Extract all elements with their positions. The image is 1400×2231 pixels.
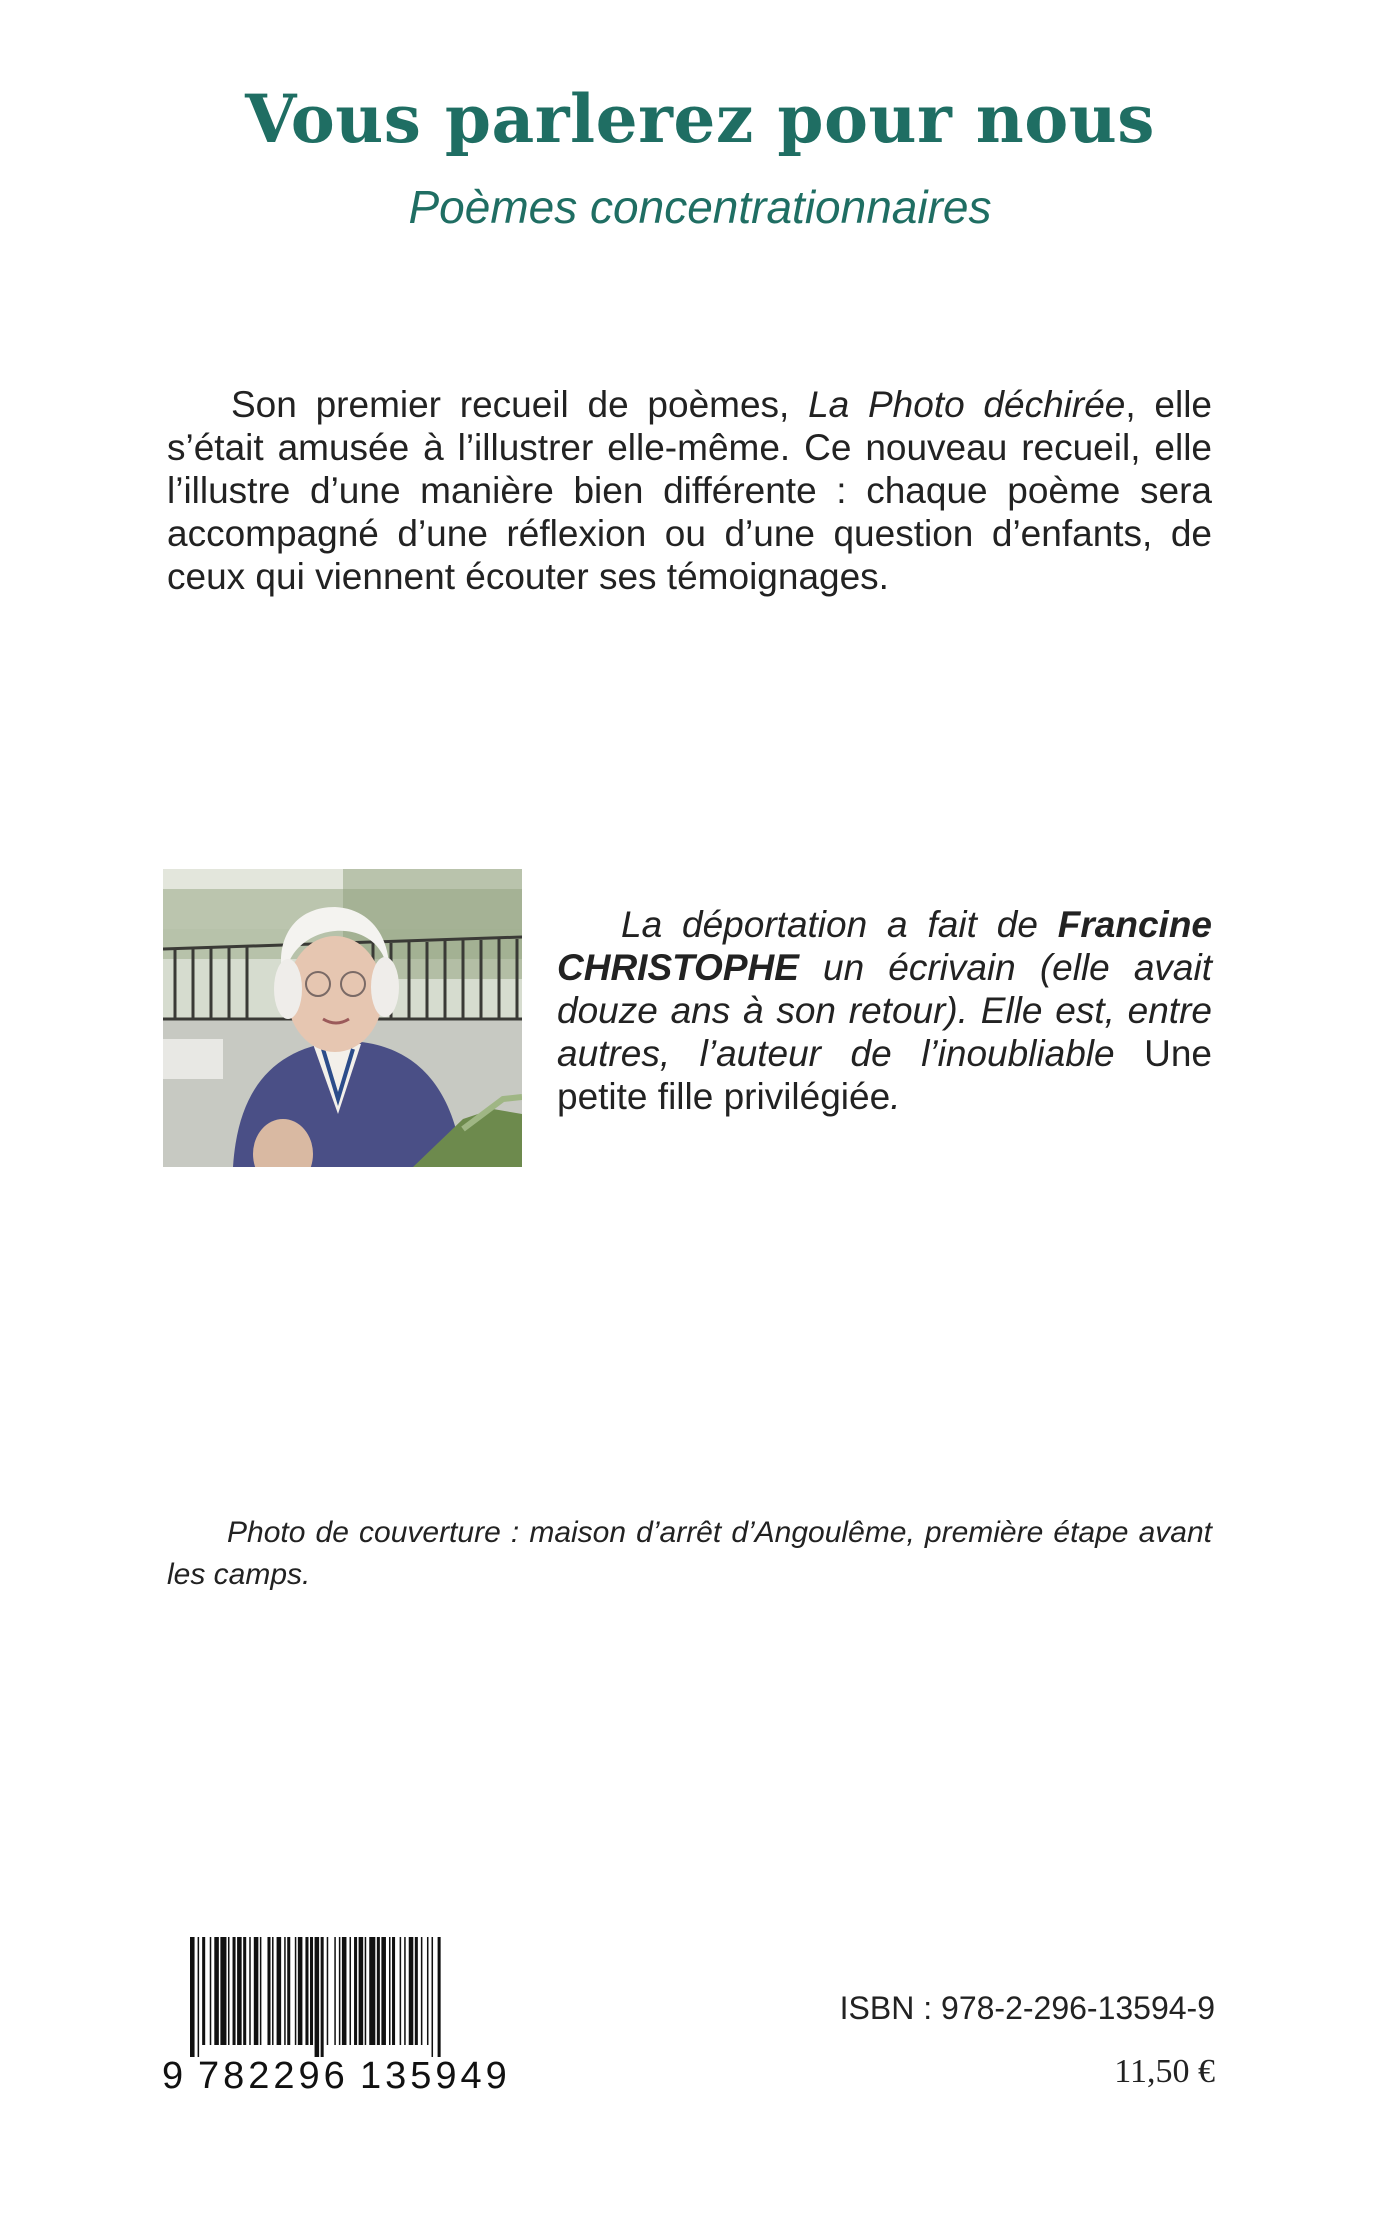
barcode-bar	[365, 1937, 367, 2045]
barcode-bar	[295, 1937, 297, 2045]
blurb-text-start: Son premier recueil de poèmes,	[231, 384, 809, 425]
barcode-bar	[432, 1937, 434, 2057]
barcode-bar	[267, 1937, 270, 2045]
barcode-bar	[254, 1937, 259, 2045]
barcode-bar	[210, 1937, 212, 2045]
isbn-number: ISBN : 978-2-296-13594-9	[839, 1990, 1215, 2026]
bio-middle: un écrivain (elle avait douze ans à son retour). Elle est, entre autres, l’auteur de l’inoubliable	[557, 947, 1212, 1074]
barcode-bar	[427, 1937, 429, 2045]
barcode-bar	[389, 1937, 391, 2045]
barcode-bar	[249, 1937, 251, 2045]
blurb-work-title: La Photo déchirée	[808, 384, 1126, 425]
barcode-bar	[334, 1937, 336, 2045]
barcode-bar	[359, 1937, 364, 2045]
barcode-bar	[243, 1937, 246, 2045]
barcode-bar	[228, 1937, 230, 2045]
barcode-bar	[438, 1937, 441, 2057]
barcode-bar	[321, 1937, 324, 2057]
barcode-bar	[342, 1937, 347, 2045]
barcode-bar	[400, 1937, 402, 2045]
barcode-bar	[310, 1937, 313, 2045]
barcode-bar	[409, 1937, 414, 2045]
barcode-bar	[381, 1937, 386, 2045]
barcode-bar	[214, 1937, 219, 2045]
barcode-bar	[377, 1937, 380, 2045]
bio-intro: La déportation a fait de	[621, 904, 1058, 945]
author-name: Francine CHRISTOPHE	[557, 904, 1212, 988]
barcode-right-group: 135949	[360, 2055, 511, 2097]
barcode-bar	[354, 1937, 357, 2045]
author-photo	[163, 869, 522, 1167]
book-title: Vous parlerez pour nous	[245, 80, 1155, 158]
barcode-bar	[305, 1937, 308, 2045]
cover-photo-credit: Photo de couverture : maison d’arrêt d’Angoulême, première étape avant les camps.	[167, 1516, 1212, 1591]
barcode-bar	[237, 1937, 242, 2045]
barcode-bar	[404, 1937, 406, 2045]
barcode-bar	[220, 1937, 226, 2045]
bio-work-title: Une petite fille privilégiée	[557, 1033, 1212, 1117]
barcode-bar	[190, 1937, 195, 2057]
barcode-bar	[421, 1937, 423, 2045]
barcode-bar	[369, 1937, 375, 2045]
barcode-bar	[260, 1937, 262, 2045]
price: 11,50 €	[1114, 2053, 1215, 2090]
barcode-bar	[315, 1937, 320, 2057]
barcode-bar	[287, 1937, 290, 2045]
barcode-bar	[272, 1937, 274, 2045]
barcode-left-group: 782296	[198, 2055, 349, 2097]
barcode-bar	[284, 1937, 286, 2045]
blurb-text-end: , elle s’était amusée à l’illustrer elle-même. Ce nouveau recueil, elle l’illustre d’une manière bien différente : chaque poème sera accompagné d’une réflexion ou d’une question d’enfants, de ceux qui viennent écouter ses témoignages.	[167, 384, 1212, 597]
barcode-bar	[233, 1937, 236, 2045]
barcode	[160, 1937, 560, 2057]
barcode-bar	[339, 1937, 341, 2045]
barcode-bar	[277, 1937, 282, 2045]
barcode-bar	[298, 1937, 303, 2045]
bio-end: .	[890, 1076, 901, 1117]
barcode-bar	[327, 1937, 329, 2045]
barcode-bar	[202, 1937, 205, 2045]
barcode-lead-digit: 9	[162, 2055, 184, 2097]
author-bio	[557, 903, 1212, 1118]
barcode-bar	[392, 1937, 395, 2045]
barcode-bar	[415, 1937, 418, 2045]
blurb-paragraph	[167, 383, 1212, 598]
book-subtitle: Poèmes concentrationnaires	[408, 181, 992, 233]
barcode-bar	[198, 1937, 200, 2057]
barcode-bar	[350, 1937, 352, 2045]
